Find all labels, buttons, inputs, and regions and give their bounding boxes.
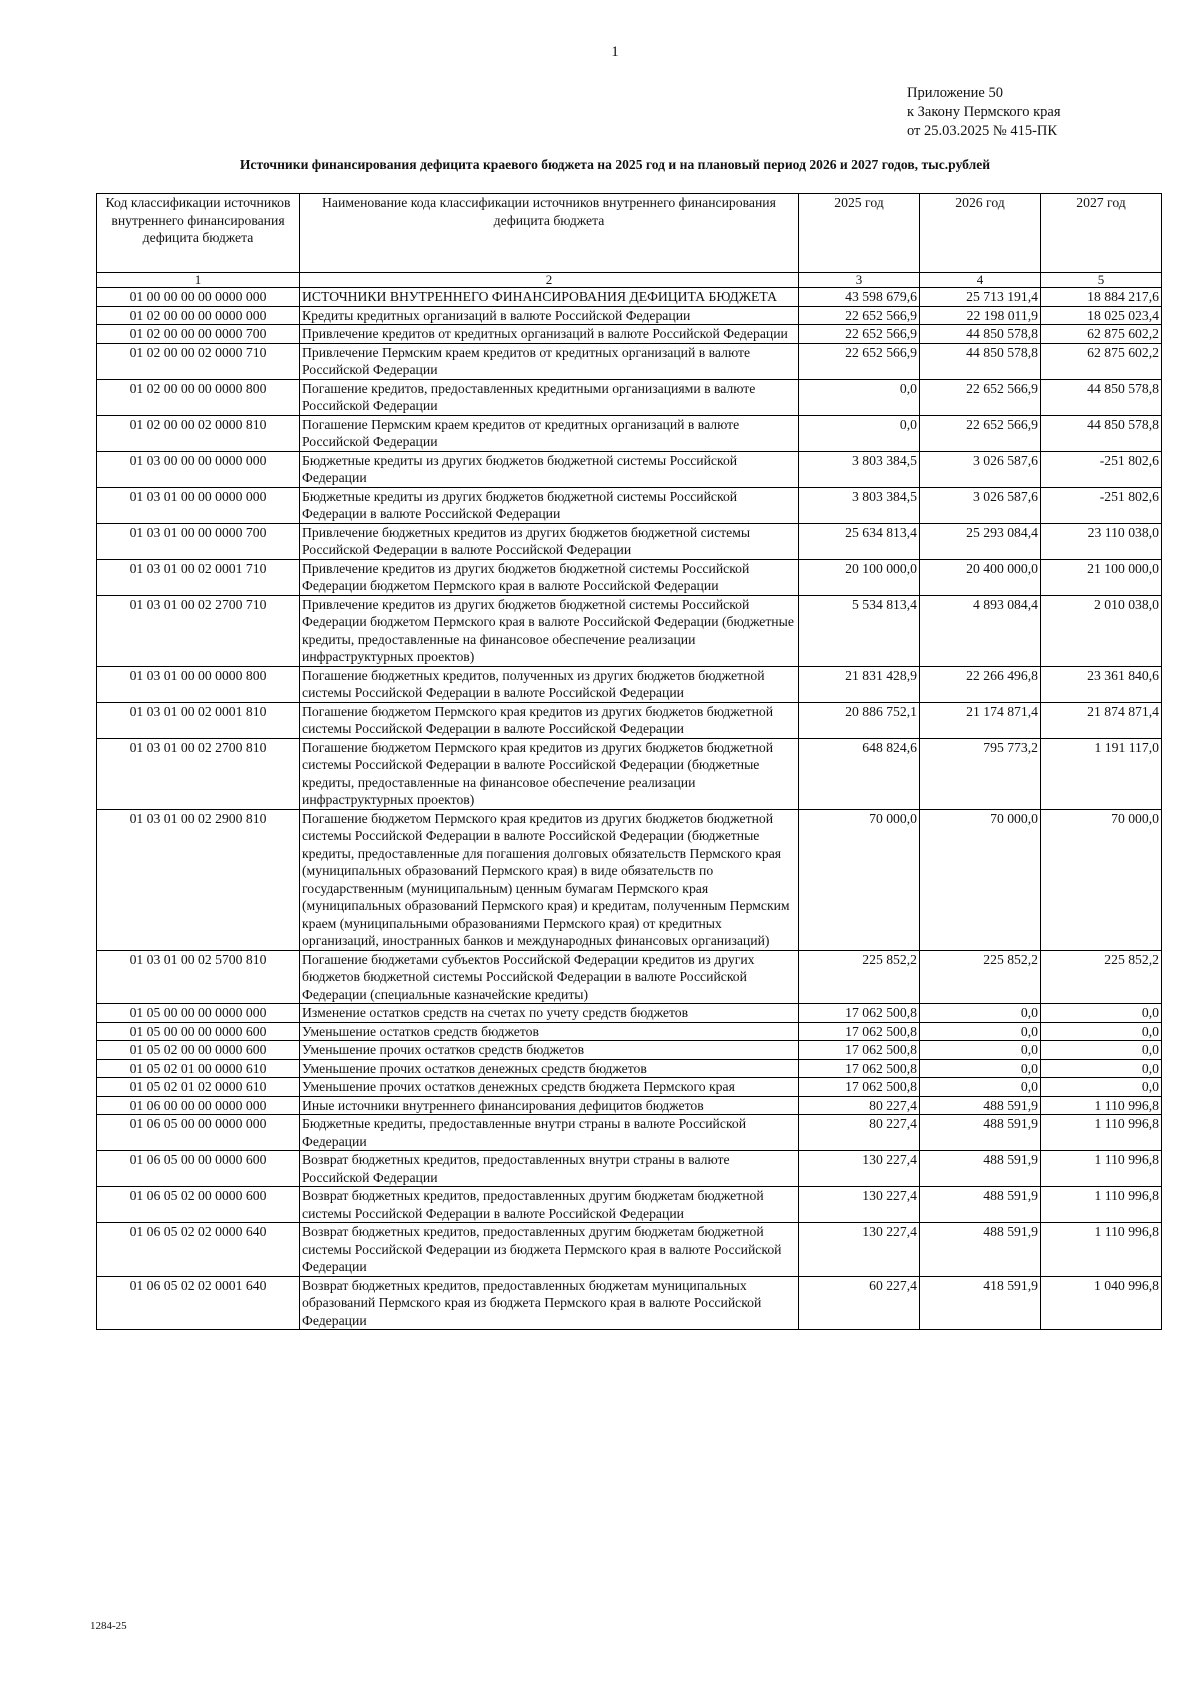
column-number: 1 <box>97 273 300 288</box>
cell-name: Возврат бюджетных кредитов, предоставленных внутри страны в валюте Российской Федерации <box>300 1151 799 1187</box>
cell-2025: 22 652 566,9 <box>799 306 920 325</box>
table-row <box>97 451 1162 487</box>
header-2026: 2026 год <box>920 194 1041 273</box>
cell-2025: 3 803 384,5 <box>799 487 920 523</box>
cell-2027: 1 110 996,8 <box>1041 1096 1162 1115</box>
cell-code: 01 03 01 00 00 0000 800 <box>97 666 300 702</box>
cell-name: Возврат бюджетных кредитов, предоставленных бюджетам муниципальных образований Пермского края из бюджета Пермского края в валюте Российской Федерации <box>300 1276 799 1330</box>
cell-code: 01 05 02 01 02 0000 610 <box>97 1078 300 1097</box>
table-row <box>97 523 1162 559</box>
cell-2027: 1 191 117,0 <box>1041 738 1162 809</box>
cell-2027: 1 110 996,8 <box>1041 1115 1162 1151</box>
header-2025: 2025 год <box>799 194 920 273</box>
cell-2027: 18 884 217,6 <box>1041 288 1162 307</box>
cell-2026: 488 591,9 <box>920 1187 1041 1223</box>
cell-name: Возврат бюджетных кредитов, предоставленных другим бюджетам бюджетной системы Российской Федерации в валюте Российской Федерации <box>300 1187 799 1223</box>
cell-name: Погашение бюджетом Пермского края кредитов из других бюджетов бюджетной системы Российской Федерации в валюте Российской Федерации (бюджетные кредиты, предоставленные для погашения долговых обязательств Пермского края (муниципальных образований Пермского края) в виде обязательств по государственным (муниципальным) ценным бумагам Пермского края (муниципальных образований Пермского края) и кредитам, полученным Пермским краем (муниципальными образованиями Пермского края) от кредитных организаций, иностранных банков и международных финансовых организаций) <box>300 809 799 950</box>
cell-code: 01 03 01 00 02 2900 810 <box>97 809 300 950</box>
appendix-line: к Закону Пермского края <box>907 104 1061 120</box>
cell-code: 01 06 05 02 00 0000 600 <box>97 1187 300 1223</box>
table-header-row <box>97 194 1162 273</box>
cell-2027: 0,0 <box>1041 1059 1162 1078</box>
cell-2027: 23 110 038,0 <box>1041 523 1162 559</box>
column-number: 2 <box>300 273 799 288</box>
cell-2026: 488 591,9 <box>920 1223 1041 1277</box>
cell-name: Бюджетные кредиты, предоставленные внутри страны в валюте Российской Федерации <box>300 1115 799 1151</box>
cell-name: Привлечение кредитов из других бюджетов бюджетной системы Российской Федерации бюджетом Пермского края в валюте Российской Федерации <box>300 559 799 595</box>
table-row <box>97 738 1162 809</box>
cell-name: Привлечение Пермским краем кредитов от кредитных организаций в валюте Российской Федерации <box>300 343 799 379</box>
column-number-row <box>97 273 1162 288</box>
cell-2026: 0,0 <box>920 1022 1041 1041</box>
cell-2025: 20 886 752,1 <box>799 702 920 738</box>
cell-2027: 44 850 578,8 <box>1041 415 1162 451</box>
cell-2026: 21 174 871,4 <box>920 702 1041 738</box>
cell-2025: 43 598 679,6 <box>799 288 920 307</box>
appendix-note <box>907 84 1061 141</box>
cell-2025: 70 000,0 <box>799 809 920 950</box>
cell-code: 01 05 02 01 00 0000 610 <box>97 1059 300 1078</box>
table-row <box>97 1223 1162 1277</box>
footer-code: 1284-25 <box>90 1620 127 1632</box>
cell-name: Иные источники внутреннего финансирования дефицитов бюджетов <box>300 1096 799 1115</box>
cell-2026: 0,0 <box>920 1059 1041 1078</box>
cell-2025: 3 803 384,5 <box>799 451 920 487</box>
cell-2025: 648 824,6 <box>799 738 920 809</box>
cell-code: 01 02 00 00 02 0000 810 <box>97 415 300 451</box>
cell-2026: 22 652 566,9 <box>920 379 1041 415</box>
cell-name: Уменьшение прочих остатков денежных средств бюджетов <box>300 1059 799 1078</box>
table-row <box>97 415 1162 451</box>
cell-code: 01 03 01 00 02 0001 710 <box>97 559 300 595</box>
financing-sources-table <box>96 193 1162 1330</box>
cell-name: Погашение бюджетом Пермского края кредитов из других бюджетов бюджетной системы Российской Федерации в валюте Российской Федерации <box>300 702 799 738</box>
cell-code: 01 06 00 00 00 0000 000 <box>97 1096 300 1115</box>
cell-2026: 70 000,0 <box>920 809 1041 950</box>
cell-code: 01 03 01 00 02 5700 810 <box>97 950 300 1004</box>
cell-name: Погашение кредитов, предоставленных кредитными организациями в валюте Российской Федерации <box>300 379 799 415</box>
cell-2025: 0,0 <box>799 415 920 451</box>
cell-2026: 3 026 587,6 <box>920 487 1041 523</box>
cell-2026: 488 591,9 <box>920 1151 1041 1187</box>
table-row <box>97 343 1162 379</box>
cell-2027: 0,0 <box>1041 1078 1162 1097</box>
cell-2027: 2 010 038,0 <box>1041 595 1162 666</box>
cell-2026: 418 591,9 <box>920 1276 1041 1330</box>
column-number: 5 <box>1041 273 1162 288</box>
cell-2025: 130 227,4 <box>799 1223 920 1277</box>
cell-2025: 21 831 428,9 <box>799 666 920 702</box>
cell-code: 01 03 01 00 02 2700 710 <box>97 595 300 666</box>
cell-code: 01 02 00 00 02 0000 710 <box>97 343 300 379</box>
cell-code: 01 03 01 00 02 2700 810 <box>97 738 300 809</box>
cell-2027: 1 040 996,8 <box>1041 1276 1162 1330</box>
cell-2025: 5 534 813,4 <box>799 595 920 666</box>
cell-2025: 80 227,4 <box>799 1096 920 1115</box>
table-row <box>97 306 1162 325</box>
cell-code: 01 05 00 00 00 0000 600 <box>97 1022 300 1041</box>
page-number: 1 <box>611 44 619 60</box>
cell-2026: 3 026 587,6 <box>920 451 1041 487</box>
table-row <box>97 666 1162 702</box>
cell-2025: 225 852,2 <box>799 950 920 1004</box>
cell-name: Уменьшение прочих остатков денежных средств бюджета Пермского края <box>300 1078 799 1097</box>
cell-name: Возврат бюджетных кредитов, предоставленных другим бюджетам бюджетной системы Российской Федерации из бюджета Пермского края в валюте Российской Федерации <box>300 1223 799 1277</box>
cell-2025: 17 062 500,8 <box>799 1078 920 1097</box>
cell-2026: 22 266 496,8 <box>920 666 1041 702</box>
cell-name: Привлечение бюджетных кредитов из других бюджетов бюджетной системы Российской Федерации в валюте Российской Федерации <box>300 523 799 559</box>
table-row <box>97 1059 1162 1078</box>
cell-code: 01 02 00 00 00 0000 700 <box>97 325 300 344</box>
table-row <box>97 1151 1162 1187</box>
cell-name: Привлечение кредитов из других бюджетов бюджетной системы Российской Федерации бюджетом Пермского края в валюте Российской Федерации (бюджетные кредиты, предоставленные на финансовое обеспечение реализации инфраструктурных проектов) <box>300 595 799 666</box>
cell-2027: 21 100 000,0 <box>1041 559 1162 595</box>
financing-table-wrapper <box>96 193 1159 1330</box>
cell-2026: 22 652 566,9 <box>920 415 1041 451</box>
table-row <box>97 1078 1162 1097</box>
cell-2025: 25 634 813,4 <box>799 523 920 559</box>
cell-2027: 70 000,0 <box>1041 809 1162 950</box>
cell-2025: 80 227,4 <box>799 1115 920 1151</box>
cell-name: Бюджетные кредиты из других бюджетов бюджетной системы Российской Федерации <box>300 451 799 487</box>
cell-name: Погашение бюджетом Пермского края кредитов из других бюджетов бюджетной системы Российской Федерации в валюте Российской Федерации (бюджетные кредиты, предоставленные на финансовое обеспечение реализации инфраструктурных проектов) <box>300 738 799 809</box>
cell-name: Кредиты кредитных организаций в валюте Российской Федерации <box>300 306 799 325</box>
cell-2027: 0,0 <box>1041 1022 1162 1041</box>
cell-code: 01 06 05 02 02 0000 640 <box>97 1223 300 1277</box>
cell-2026: 25 713 191,4 <box>920 288 1041 307</box>
cell-2026: 20 400 000,0 <box>920 559 1041 595</box>
table-row <box>97 379 1162 415</box>
cell-2025: 130 227,4 <box>799 1187 920 1223</box>
cell-name: Уменьшение остатков средств бюджетов <box>300 1022 799 1041</box>
table-row <box>97 325 1162 344</box>
table-row <box>97 1187 1162 1223</box>
cell-2027: 1 110 996,8 <box>1041 1187 1162 1223</box>
table-row <box>97 702 1162 738</box>
table-row <box>97 595 1162 666</box>
appendix-line: от 25.03.2025 № 415-ПК <box>907 123 1058 139</box>
cell-2027: 62 875 602,2 <box>1041 325 1162 344</box>
cell-2027: -251 802,6 <box>1041 487 1162 523</box>
cell-code: 01 02 00 00 00 0000 000 <box>97 306 300 325</box>
cell-2027: 1 110 996,8 <box>1041 1151 1162 1187</box>
table-row <box>97 288 1162 307</box>
cell-2027: 23 361 840,6 <box>1041 666 1162 702</box>
cell-2026: 0,0 <box>920 1004 1041 1023</box>
cell-2026: 44 850 578,8 <box>920 343 1041 379</box>
cell-code: 01 05 00 00 00 0000 000 <box>97 1004 300 1023</box>
cell-name: ИСТОЧНИКИ ВНУТРЕННЕГО ФИНАНСИРОВАНИЯ ДЕФИЦИТА БЮДЖЕТА <box>300 288 799 307</box>
cell-2026: 488 591,9 <box>920 1115 1041 1151</box>
cell-2026: 25 293 084,4 <box>920 523 1041 559</box>
cell-2027: 44 850 578,8 <box>1041 379 1162 415</box>
cell-2025: 20 100 000,0 <box>799 559 920 595</box>
cell-name: Уменьшение прочих остатков средств бюджетов <box>300 1041 799 1060</box>
cell-code: 01 06 05 02 02 0001 640 <box>97 1276 300 1330</box>
cell-name: Погашение бюджетных кредитов, полученных из других бюджетов бюджетной системы Российской Федерации в валюте Российской Федерации <box>300 666 799 702</box>
cell-2027: 1 110 996,8 <box>1041 1223 1162 1277</box>
header-name: Наименование кода классификации источников внутреннего финансирования дефицита бюджета <box>300 194 799 273</box>
cell-code: 01 03 01 00 00 0000 000 <box>97 487 300 523</box>
cell-2026: 488 591,9 <box>920 1096 1041 1115</box>
table-row <box>97 1276 1162 1330</box>
cell-name: Привлечение кредитов от кредитных организаций в валюте Российской Федерации <box>300 325 799 344</box>
cell-2025: 130 227,4 <box>799 1151 920 1187</box>
table-body <box>97 288 1162 1330</box>
cell-2026: 795 773,2 <box>920 738 1041 809</box>
table-row <box>97 1041 1162 1060</box>
table-row <box>97 809 1162 950</box>
cell-2027: -251 802,6 <box>1041 451 1162 487</box>
column-number: 4 <box>920 273 1041 288</box>
appendix-line: Приложение 50 <box>907 85 1003 101</box>
cell-2027: 18 025 023,4 <box>1041 306 1162 325</box>
cell-name: Погашение Пермским краем кредитов от кредитных организаций в валюте Российской Федерации <box>300 415 799 451</box>
cell-code: 01 03 01 00 02 0001 810 <box>97 702 300 738</box>
cell-2025: 17 062 500,8 <box>799 1041 920 1060</box>
cell-name: Бюджетные кредиты из других бюджетов бюджетной системы Российской Федерации в валюте Российской Федерации <box>300 487 799 523</box>
table-row <box>97 1004 1162 1023</box>
cell-2025: 22 652 566,9 <box>799 343 920 379</box>
cell-name: Изменение остатков средств на счетах по учету средств бюджетов <box>300 1004 799 1023</box>
cell-2026: 0,0 <box>920 1078 1041 1097</box>
cell-code: 01 02 00 00 00 0000 800 <box>97 379 300 415</box>
cell-2027: 21 874 871,4 <box>1041 702 1162 738</box>
cell-2026: 4 893 084,4 <box>920 595 1041 666</box>
cell-2025: 17 062 500,8 <box>799 1004 920 1023</box>
cell-2025: 17 062 500,8 <box>799 1022 920 1041</box>
cell-2025: 17 062 500,8 <box>799 1059 920 1078</box>
cell-2026: 22 198 011,9 <box>920 306 1041 325</box>
table-row <box>97 1022 1162 1041</box>
table-row <box>97 1096 1162 1115</box>
table-row <box>97 559 1162 595</box>
cell-code: 01 03 01 00 00 0000 700 <box>97 523 300 559</box>
cell-2026: 44 850 578,8 <box>920 325 1041 344</box>
cell-code: 01 06 05 00 00 0000 600 <box>97 1151 300 1187</box>
header-code: Код классификации источников внутреннего финансирования дефицита бюджета <box>97 194 300 273</box>
cell-2026: 225 852,2 <box>920 950 1041 1004</box>
header-2027: 2027 год <box>1041 194 1162 273</box>
cell-code: 01 06 05 00 00 0000 000 <box>97 1115 300 1151</box>
cell-2025: 60 227,4 <box>799 1276 920 1330</box>
cell-2025: 22 652 566,9 <box>799 325 920 344</box>
cell-2027: 62 875 602,2 <box>1041 343 1162 379</box>
cell-code: 01 00 00 00 00 0000 000 <box>97 288 300 307</box>
document-title: Источники финансирования дефицита краевого бюджета на 2025 год и на плановый период 2026 и 2027 годов, тыс.рублей <box>239 157 991 172</box>
table-row <box>97 487 1162 523</box>
column-number: 3 <box>799 273 920 288</box>
cell-code: 01 03 00 00 00 0000 000 <box>97 451 300 487</box>
cell-2026: 0,0 <box>920 1041 1041 1060</box>
cell-2025: 0,0 <box>799 379 920 415</box>
table-row <box>97 950 1162 1004</box>
table-row <box>97 1115 1162 1151</box>
cell-code: 01 05 02 00 00 0000 600 <box>97 1041 300 1060</box>
cell-2027: 0,0 <box>1041 1041 1162 1060</box>
cell-2027: 225 852,2 <box>1041 950 1162 1004</box>
cell-name: Погашение бюджетами субъектов Российской Федерации кредитов из других бюджетов бюджетной системы Российской Федерации в валюте Российской Федерации (специальные казначейские кредиты) <box>300 950 799 1004</box>
cell-2027: 0,0 <box>1041 1004 1162 1023</box>
